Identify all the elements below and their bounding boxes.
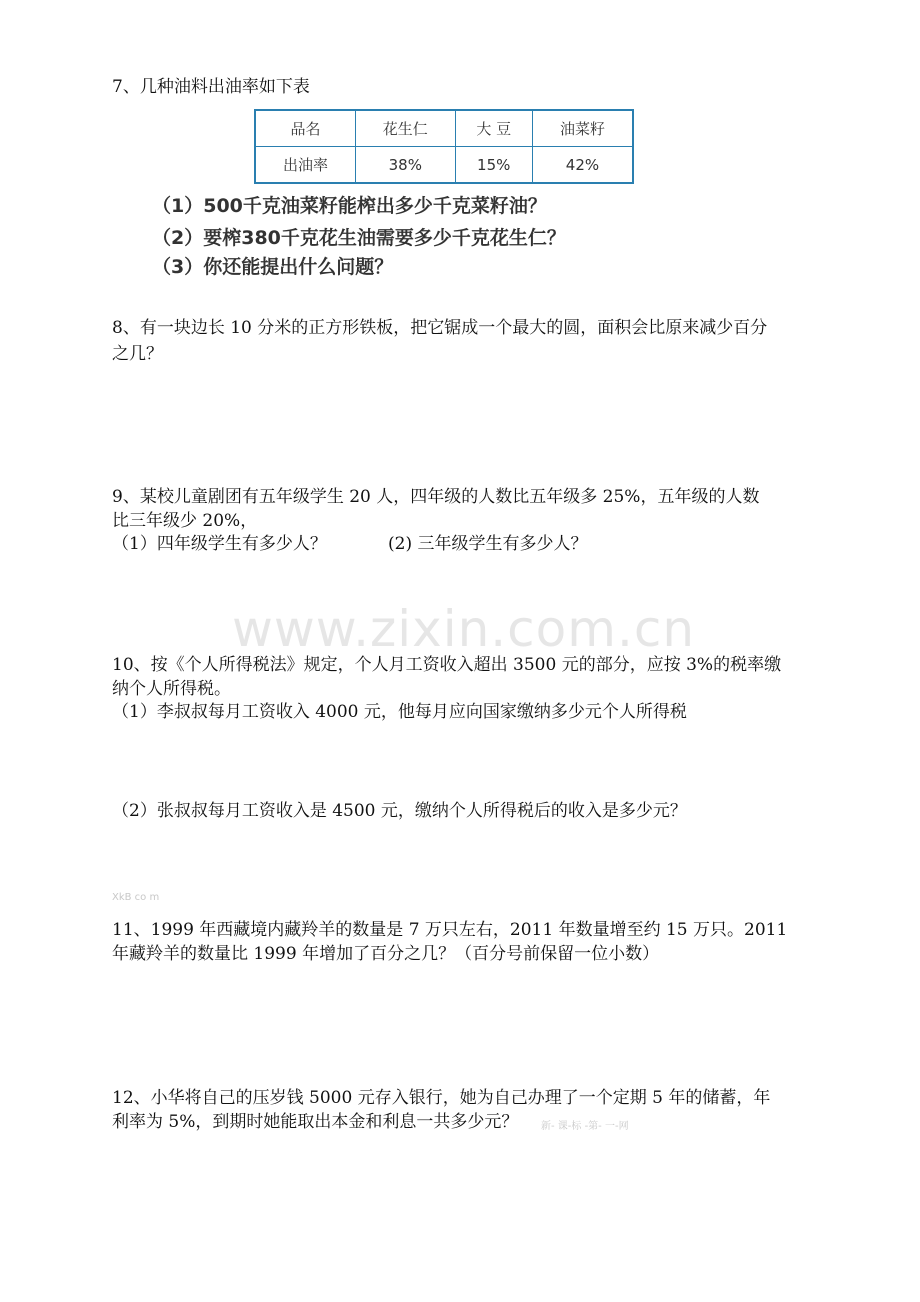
q7-title: 7、几种油料出油率如下表 bbox=[112, 77, 310, 97]
q10-sub-1: （1）李叔叔每月工资收入 4000 元，他每月应向国家缴纳多少元个人所得税 bbox=[112, 702, 687, 722]
q7-sub-2: （2）要榨380千克花生油需要多少千克花生仁？ bbox=[152, 227, 566, 249]
q7-sub-1: （1）500千克油菜籽能榨出多少千克菜籽油？ bbox=[152, 195, 547, 217]
q9-sub-2: (2) 三年级学生有多少人？ bbox=[388, 534, 588, 554]
table-cell: 15% bbox=[455, 147, 532, 184]
watermark-text: www.zixin.com.cn bbox=[232, 600, 696, 658]
q7-sub-3: （3）你还能提出什么问题？ bbox=[152, 256, 394, 278]
table-header-cell: 品名 bbox=[255, 110, 356, 147]
table-row bbox=[255, 147, 633, 184]
q12-line-1: 12、小华将自己的压岁钱 5000 元存入银行，她为自己办理了一个定期 5 年的储蓄，年 bbox=[112, 1088, 771, 1108]
q10-sub-2: （2）张叔叔每月工资收入是 4500 元，缴纳个人所得税后的收入是多少元？ bbox=[112, 801, 687, 821]
table-header-cell: 油菜籽 bbox=[532, 110, 633, 147]
oil-yield-table bbox=[254, 109, 634, 184]
q11-line-1: 11、1999 年西藏境内藏羚羊的数量是 7 万只左右，2011 年数量增至约 15 万只。2011 bbox=[112, 920, 788, 940]
table-header-cell: 大 豆 bbox=[455, 110, 532, 147]
q11-line-2: 年藏羚羊的数量比 1999 年增加了百分之几？（百分号前保留一位小数） bbox=[112, 944, 660, 964]
faint-watermark-1: XkB co m bbox=[112, 892, 160, 903]
table-cell: 出油率 bbox=[255, 147, 356, 184]
q12-line-2: 利率为 5%，到期时她能取出本金和利息一共多少元？ bbox=[112, 1112, 519, 1132]
q10-line-2: 纳个人所得税。 bbox=[112, 679, 231, 699]
faint-watermark-2: 新- 课-标 -第- 一-网 bbox=[541, 1121, 629, 1132]
q9-sub-1: （1）四年级学生有多少人？ bbox=[112, 534, 327, 554]
q8-line-2: 之几？ bbox=[112, 344, 163, 364]
table-cell: 38% bbox=[356, 147, 455, 184]
table-cell: 42% bbox=[532, 147, 633, 184]
table-header-row bbox=[255, 110, 633, 147]
q9-line-2: 比三年级少 20%， bbox=[112, 511, 258, 531]
q8-line-1: 8、有一块边长 10 分米的正方形铁板，把它锯成一个最大的圆，面积会比原来减少百分 bbox=[112, 318, 768, 338]
table-header-cell: 花生仁 bbox=[356, 110, 455, 147]
q9-line-1: 9、某校儿童剧团有五年级学生 20 人，四年级的人数比五年级多 25%，五年级的人数 bbox=[112, 487, 760, 507]
q10-line-1: 10、按《个人所得税法》规定，个人月工资收入超出 3500 元的部分，应按 3%的税率缴 bbox=[112, 655, 782, 675]
